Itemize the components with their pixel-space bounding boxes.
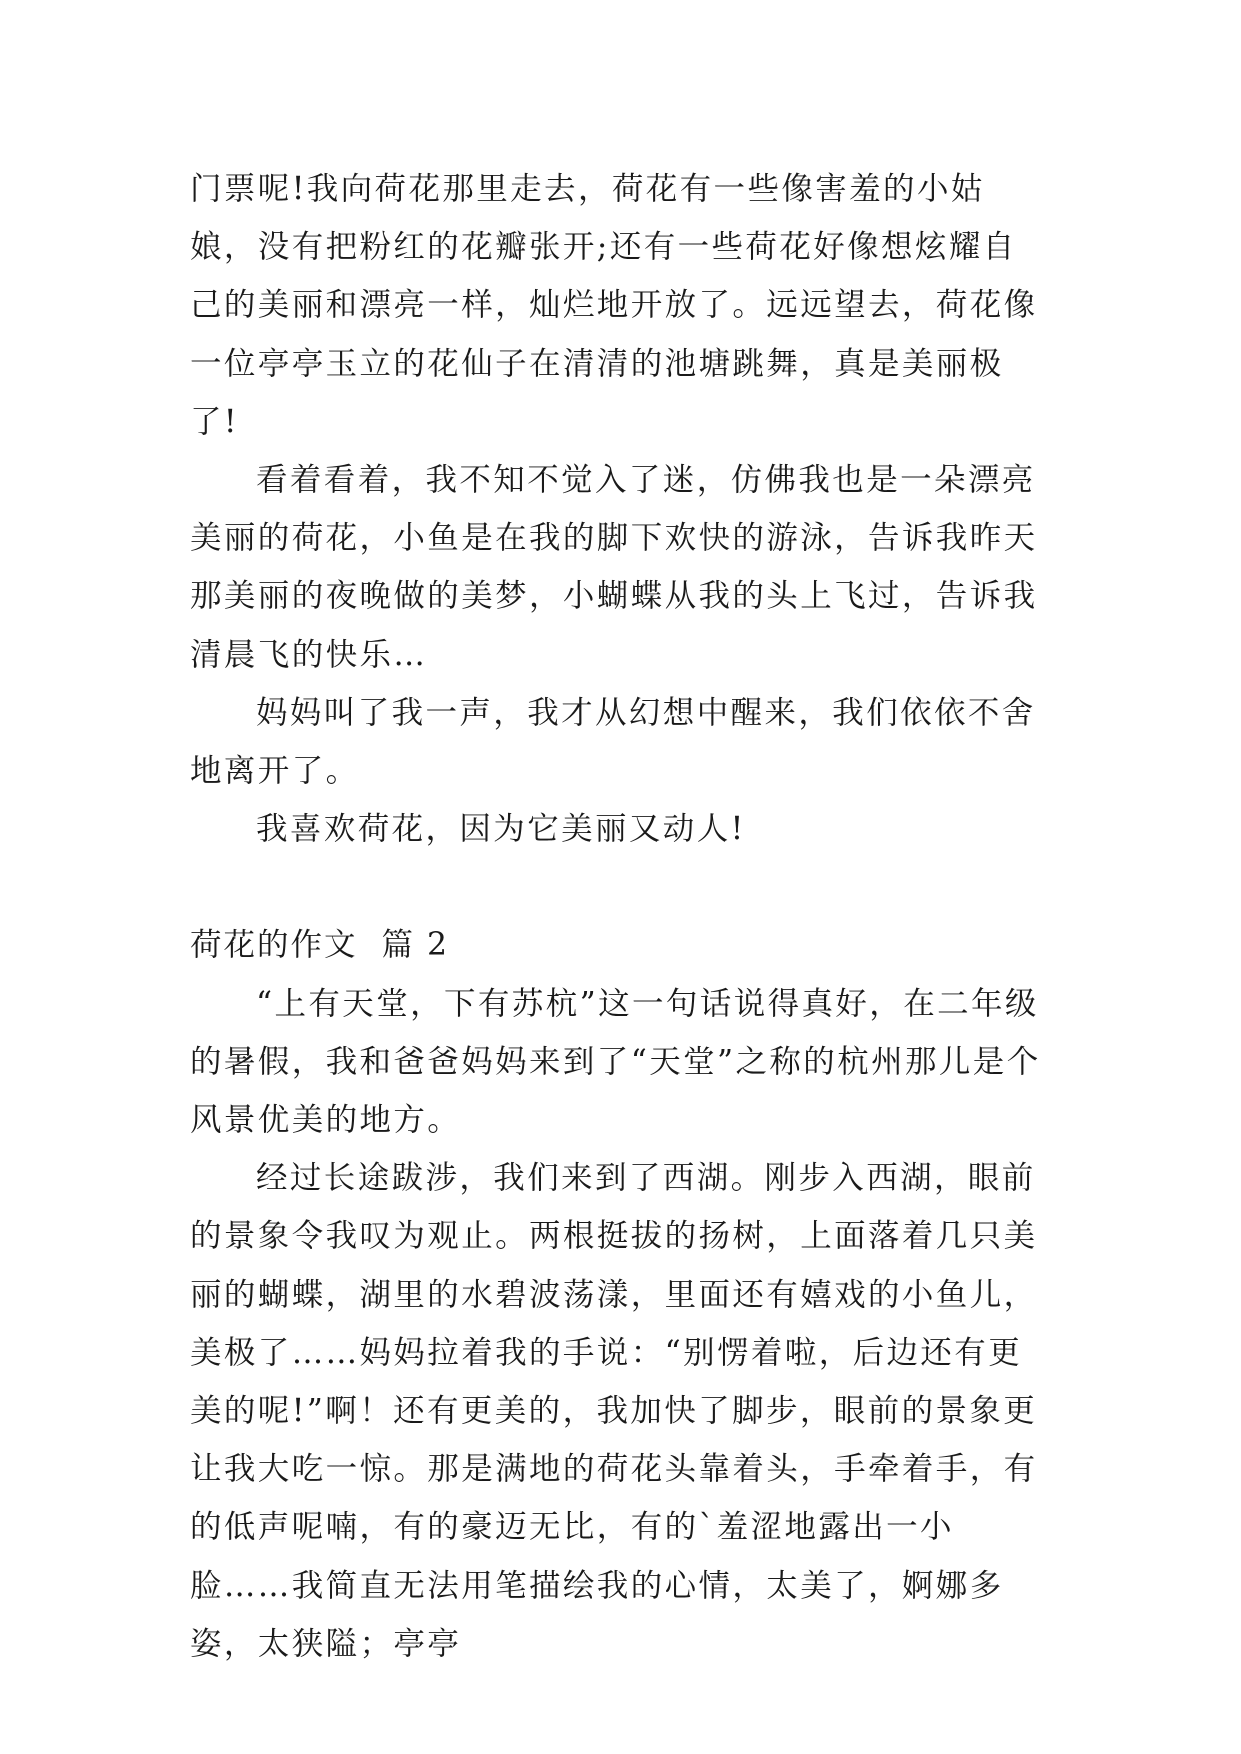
paragraph: 妈妈叫了我一声，我才从幻想中醒来，我们依依不舍地离开了。 — [190, 694, 1036, 790]
section-title: 荷花的作文 篇 2 — [190, 927, 450, 964]
paragraph: 我喜欢荷花，因为它美丽又动人! — [256, 811, 746, 848]
document-body — [190, 160, 1050, 1673]
paragraph: 经过长途跋涉，我们来到了西湖。刚步入西湖，眼前的景象令我叹为观止。两根挺拔的扬树，上面落着几只美丽的蝴蝶，湖里的水碧波荡漾，里面还有嬉戏的小鱼儿，美极了……妈妈拉着我的手说：“别愣着啦，后边还有更美的呢!”啊！还有更美的，我加快了脚步，眼前的景象更让我大吃一惊。那是满地的荷花头靠着头，手牵着手，有的低声呢喃，有的豪迈无比，有的`羞涩地露出一小脸……我简直无法用笔描绘我的心情，太美了，婀娜多姿，太狭隘；亭亭 — [190, 1160, 1038, 1662]
paragraph: 看着看着，我不知不觉入了迷，仿佛我也是一朵漂亮美丽的荷花，小鱼是在我的脚下欢快的游泳，告诉我昨天那美丽的夜晚做的美梦，小蝴蝶从我的头上飞过，告诉我清晨飞的快乐… — [190, 462, 1038, 673]
paragraph: “上有天堂，下有苏杭”这一句话说得真好，在二年级的暑假，我和爸爸妈妈来到了“天堂”之称的杭州那儿是个风景优美的地方。 — [190, 985, 1041, 1139]
section-spacer — [190, 858, 1050, 916]
paragraph-continued: 门票呢!我向荷花那里走去，荷花有一些像害羞的小姑娘，没有把粉红的花瓣张开;还有一些荷花好像想炫耀自己的美丽和漂亮一样，灿烂地开放了。远远望去，荷花像一位亭亭玉立的花仙子在清清的池塘跳舞，真是美丽极了! — [190, 171, 1038, 440]
